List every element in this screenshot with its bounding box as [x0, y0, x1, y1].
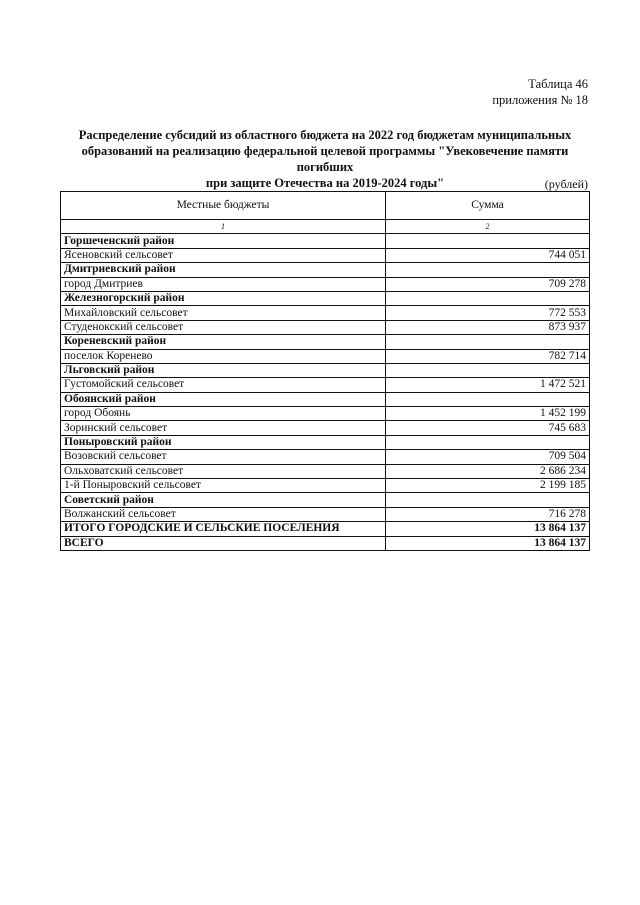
- district-name: Дмитриевский район: [61, 263, 386, 277]
- budget-name: Возовский сельсовет: [61, 450, 386, 464]
- district-row: [61, 335, 590, 349]
- table-body: [61, 234, 590, 551]
- district-name: Льговский район: [61, 363, 386, 377]
- amount-cell: [386, 435, 590, 449]
- budget-name: ИТОГО ГОРОДСКИЕ И СЕЛЬСКИЕ ПОСЕЛЕНИЯ: [61, 522, 386, 536]
- column-header-budgets: Местные бюджеты: [61, 192, 386, 220]
- budget-name: город Обоянь: [61, 407, 386, 421]
- column-number-2: 2: [386, 220, 590, 234]
- amount-cell: 772 553: [386, 306, 590, 320]
- amount-cell: [386, 234, 590, 248]
- district-name: Поныровский район: [61, 435, 386, 449]
- district-row: [61, 263, 590, 277]
- budget-name: ВСЕГО: [61, 536, 386, 550]
- appendix-number: приложения № 18: [492, 93, 588, 107]
- amount-cell: 1 452 199: [386, 407, 590, 421]
- budget-name: Густомойский сельсовет: [61, 378, 386, 392]
- table-row: [61, 450, 590, 464]
- table-row: [61, 407, 590, 421]
- amount-cell: 709 278: [386, 277, 590, 291]
- district-name: Кореневский район: [61, 335, 386, 349]
- title-line-1: Распределение субсидий из областного бюджета на 2022 год бюджетам муниципальных: [78, 128, 572, 142]
- district-name: Обоянский район: [61, 392, 386, 406]
- district-row: [61, 234, 590, 248]
- amount-cell: [386, 363, 590, 377]
- amount-cell: [386, 263, 590, 277]
- amount-cell: 2 686 234: [386, 464, 590, 478]
- amount-cell: 13 864 137: [386, 522, 590, 536]
- amount-cell: 782 714: [386, 349, 590, 363]
- subsidy-table: [60, 191, 590, 551]
- amount-cell: 744 051: [386, 248, 590, 262]
- total-row: [61, 536, 590, 550]
- budget-name: Студенокский сельсовет: [61, 320, 386, 334]
- amount-cell: [386, 335, 590, 349]
- amount-cell: [386, 291, 590, 305]
- table-row: [61, 248, 590, 262]
- budget-name: Михайловский сельсовет: [61, 306, 386, 320]
- table-number: Таблица 46: [528, 77, 588, 91]
- district-row: [61, 291, 590, 305]
- amount-cell: 873 937: [386, 320, 590, 334]
- district-name: Железногорский район: [61, 291, 386, 305]
- district-row: [61, 493, 590, 507]
- title-line-3: при защите Отечества на 2019-2024 годы": [205, 176, 445, 190]
- table-row: [61, 378, 590, 392]
- table-row: [61, 349, 590, 363]
- unit-label: (рублей): [544, 177, 588, 191]
- column-header-amount: Сумма: [386, 192, 590, 220]
- column-number-1: 1: [61, 220, 386, 234]
- budget-name: поселок Коренево: [61, 349, 386, 363]
- table-header-row: [61, 192, 590, 220]
- budget-name: Ясеновский сельсовет: [61, 248, 386, 262]
- budget-name: 1-й Поныровский сельсовет: [61, 479, 386, 493]
- budget-name: город Дмитриев: [61, 277, 386, 291]
- amount-cell: 745 683: [386, 421, 590, 435]
- amount-cell: 2 199 185: [386, 479, 590, 493]
- budget-name: Волжанский сельсовет: [61, 507, 386, 521]
- amount-cell: 13 864 137: [386, 536, 590, 550]
- district-name: Горшеченский район: [61, 234, 386, 248]
- district-row: [61, 392, 590, 406]
- title-line-2: образований на реализацию федеральной целевой программы "Увековечение памяти погибших: [81, 144, 569, 174]
- budget-name: Зоринский сельсовет: [61, 421, 386, 435]
- amount-cell: 709 504: [386, 450, 590, 464]
- amount-cell: 716 278: [386, 507, 590, 521]
- table-reference: [492, 76, 588, 108]
- budget-name: Ольховатский сельсовет: [61, 464, 386, 478]
- district-row: [61, 435, 590, 449]
- table-row: [61, 320, 590, 334]
- amount-cell: [386, 392, 590, 406]
- amount-cell: [386, 493, 590, 507]
- total-row: [61, 522, 590, 536]
- table-row: [61, 464, 590, 478]
- district-name: Советский район: [61, 493, 386, 507]
- document-title: [60, 127, 590, 191]
- table-row: [61, 306, 590, 320]
- table-row: [61, 479, 590, 493]
- table-row: [61, 421, 590, 435]
- amount-cell: 1 472 521: [386, 378, 590, 392]
- table-row: [61, 507, 590, 521]
- table-row: [61, 277, 590, 291]
- column-number-row: [61, 220, 590, 234]
- district-row: [61, 363, 590, 377]
